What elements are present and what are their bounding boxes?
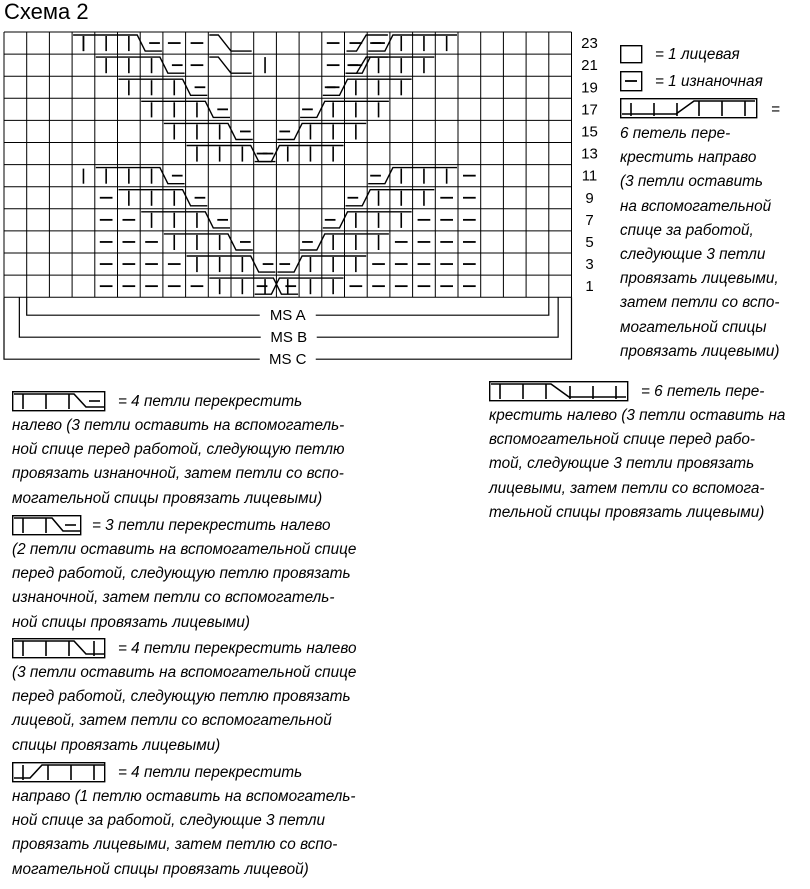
legend-cable4-right-text: направо (1 петлю оставить на вспомогатель- ной спице за работой, следующие 3 петли провязать лицевыми, затем петлю со вспо- могательной спицы провязать лицевой) — [12, 788, 356, 878]
legend-cable3-left-purl — [12, 514, 392, 635]
row-number: 7 — [585, 211, 594, 229]
legend-cable4-left-knit — [12, 637, 392, 758]
ms-label: MS A — [269, 307, 306, 325]
legend-cable4-left-purl-first: = 4 петли перекрестить — [118, 393, 303, 410]
row-number: 23 — [581, 35, 598, 53]
legend-cable6-left-text: крестить налево (3 петли оставить на вспомогательной спице перед рабо- той, следующие 3 петли провязать лицевыми, затем петли со вспомога- тельной спицы провязать лицевыми) — [489, 407, 786, 521]
legend-cable6-left-first: = 6 петель пере- — [641, 383, 765, 400]
row-number: 3 — [585, 256, 594, 274]
legend-cable4-left-purl-text: налево (3 петли оставить на вспомогатель- ной спице перед работой, следующую петлю провязать изнаночной, затем петли со вспо- могательной спицы провязать лицевыми) — [12, 417, 345, 507]
ms-label: MS B — [270, 329, 308, 347]
purl-symbol — [620, 71, 644, 93]
chart-title: Схема 2 — [4, 0, 89, 24]
legend-cable6-right — [620, 98, 790, 364]
ms-label: MS C — [269, 351, 307, 369]
legend-cable6-right-text: 6 петель пере- крестить направо (3 петли оставить на вспомогательной спице за работой, следующие 3 петли провязать лицевыми, затем петли со вспо- могательной спицы провязать лицевыми) — [620, 125, 780, 360]
row-number: 1 — [585, 278, 594, 296]
equals-sign: = — [771, 101, 780, 118]
legend-cable4-left-knit-first: = 4 петли перекрестить налево — [118, 640, 357, 657]
row-number: 11 — [581, 167, 598, 185]
legend-knit: = 1 лицевая — [655, 46, 740, 63]
row-number: 17 — [581, 101, 598, 119]
legend-cable4-right-first: = 4 петли перекрестить — [118, 764, 303, 781]
legend-cable6-left — [489, 380, 799, 525]
row-number: 21 — [581, 57, 598, 75]
legend-cable4-left-purl — [12, 390, 392, 511]
chart-grid — [4, 32, 572, 297]
legend-cable3-left-purl-text: (2 петли оставить на вспомогательной спице перед работой, следующую петлю провязать изнаночной, затем петли со вспомогатель- ной спицы провязать лицевыми) — [12, 541, 357, 631]
row-number: 13 — [581, 145, 598, 163]
ms-brackets — [4, 297, 572, 369]
legend-cable3-left-purl-first: = 3 петли перекрестить налево — [92, 517, 331, 534]
legend-cable4-left-knit-text: (3 петли оставить на вспомогательной спице перед работой, следующую петлю провязать лицевой, затем петли со вспомогательной спицы провязать лицевыми) — [12, 664, 357, 754]
knit-symbol — [620, 45, 644, 65]
row-number: 5 — [585, 233, 594, 251]
row-numbers — [581, 35, 598, 295]
legend-purl: = 1 изнаночная — [655, 73, 763, 90]
row-number: 9 — [585, 189, 594, 207]
legend-cable4-right — [12, 761, 392, 882]
row-number: 19 — [581, 79, 598, 97]
row-number: 15 — [581, 123, 598, 141]
